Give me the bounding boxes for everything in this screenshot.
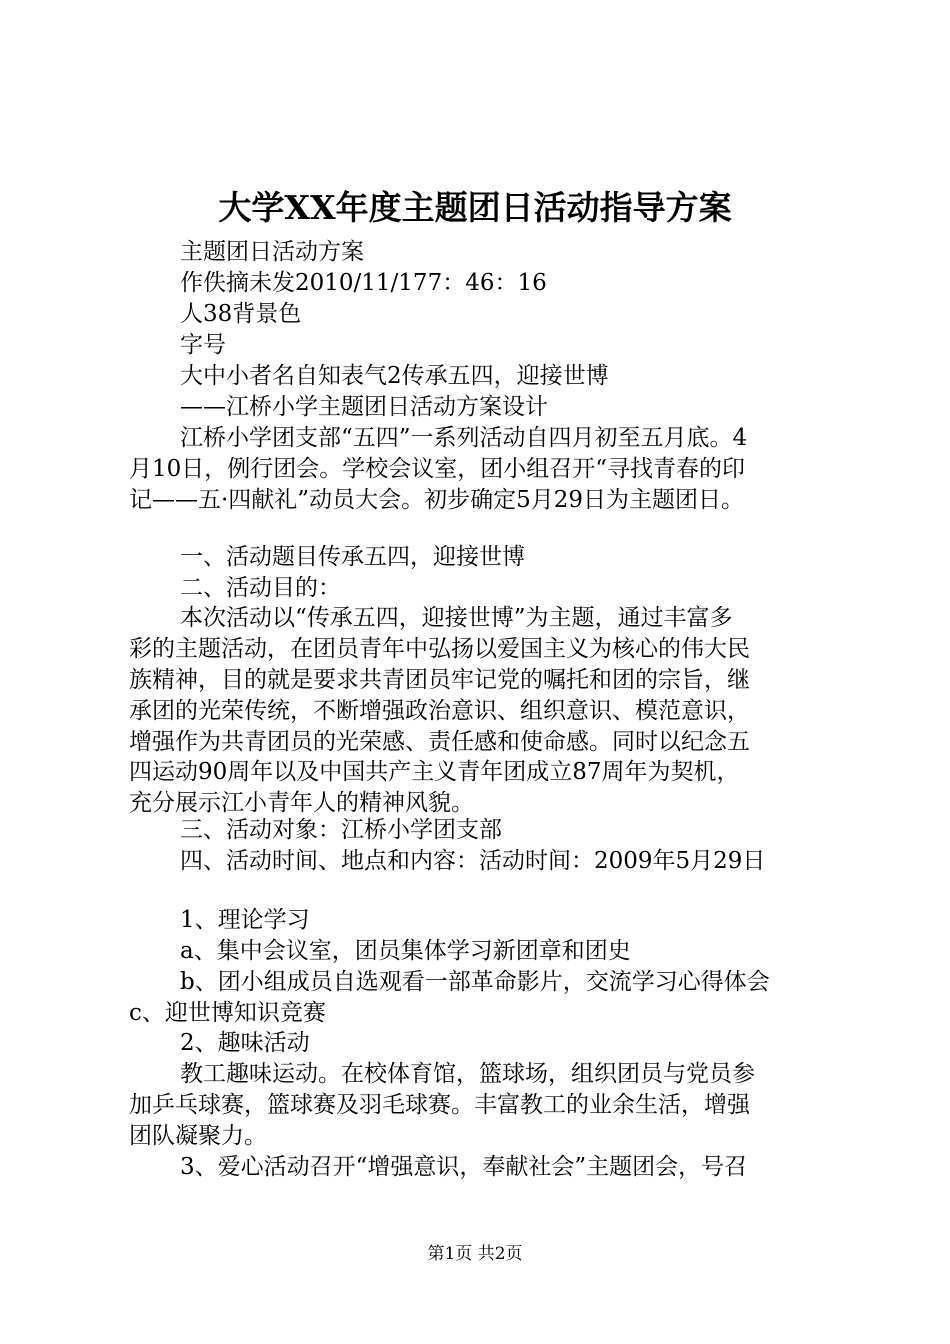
paragraph-line: c、迎世博知识竞赛	[129, 1000, 326, 1026]
paragraph-line: 承团的光荣传统，不断增强政治意识、组织意识、模范意识，	[129, 698, 750, 724]
paragraph-line: 1、理论学习	[180, 907, 310, 933]
paragraph-line: 四运动90周年以及中国共产主义青年团成立87周年为契机，	[129, 759, 740, 785]
paragraph-line: ——江桥小学主题团日活动方案设计	[180, 394, 548, 420]
paragraph-line: b、团小组成员自选观看一部革命影片，交流学习心得体会	[180, 969, 770, 995]
paragraph-line: 主题团日活动方案	[180, 239, 364, 265]
paragraph-line: 2、趣味活动	[180, 1030, 310, 1056]
paragraph-line: 人38背景色	[180, 301, 302, 327]
paragraph-line: 充分展示江小青年人的精神风貌。	[129, 790, 474, 816]
paragraph-line: 团队凝聚力。	[129, 1123, 267, 1149]
paragraph-line: 三、活动对象：江桥小学团支部	[180, 817, 502, 843]
paragraph-line: 增强作为共青团员的光荣感、责任感和使命感。同时以纪念五	[129, 729, 750, 755]
paragraph-line: 月10日，例行团会。学校会议室，团小组召开“寻找青春的印	[129, 456, 746, 482]
paragraph-line: 大中小者名自知表气2传承五四，迎接世博	[180, 363, 609, 389]
paragraph-line: 江桥小学团支部“五四”一系列活动自四月初至五月底。4	[180, 425, 748, 451]
paragraph-line: 本次活动以“传承五四，迎接世博”为主题，通过丰富多	[180, 605, 733, 631]
paragraph-line: 字号	[180, 332, 226, 358]
document-title: 大学XX年度主题团日活动指导方案	[218, 188, 732, 227]
paragraph-line: 四、活动时间、地点和内容：活动时间：2009年5月29日	[180, 848, 766, 874]
paragraph-line: 作佚摘未发2010/11/177：46：16	[180, 270, 547, 296]
paragraph-line: 记——五·四献礼”动员大会。初步确定5月29日为主题团日。	[129, 487, 744, 513]
paragraph-line: 一、活动题目传承五四，迎接世博	[180, 544, 525, 570]
paragraph-line: 二、活动目的：	[180, 575, 341, 601]
paragraph-line: 3、爱心活动召开“增强意识，奉献社会”主题团会，号召	[180, 1154, 748, 1180]
paragraph-line: 加乒乓球赛，篮球赛及羽毛球赛。丰富教工的业余生活，增强	[129, 1092, 750, 1118]
paragraph-line: 族精神，目的就是要求共青团员牢记党的嘱托和团的宗旨，继	[129, 667, 750, 693]
page-footer: 第1页 共2页	[427, 1244, 523, 1264]
paragraph-line: 彩的主题活动，在团员青年中弘扬以爱国主义为核心的伟大民	[129, 636, 750, 662]
paragraph-line: a、集中会议室，团员集体学习新团章和团史	[180, 938, 631, 964]
paragraph-line: 教工趣味运动。在校体育馆，篮球场，组织团员与党员参	[180, 1061, 755, 1087]
